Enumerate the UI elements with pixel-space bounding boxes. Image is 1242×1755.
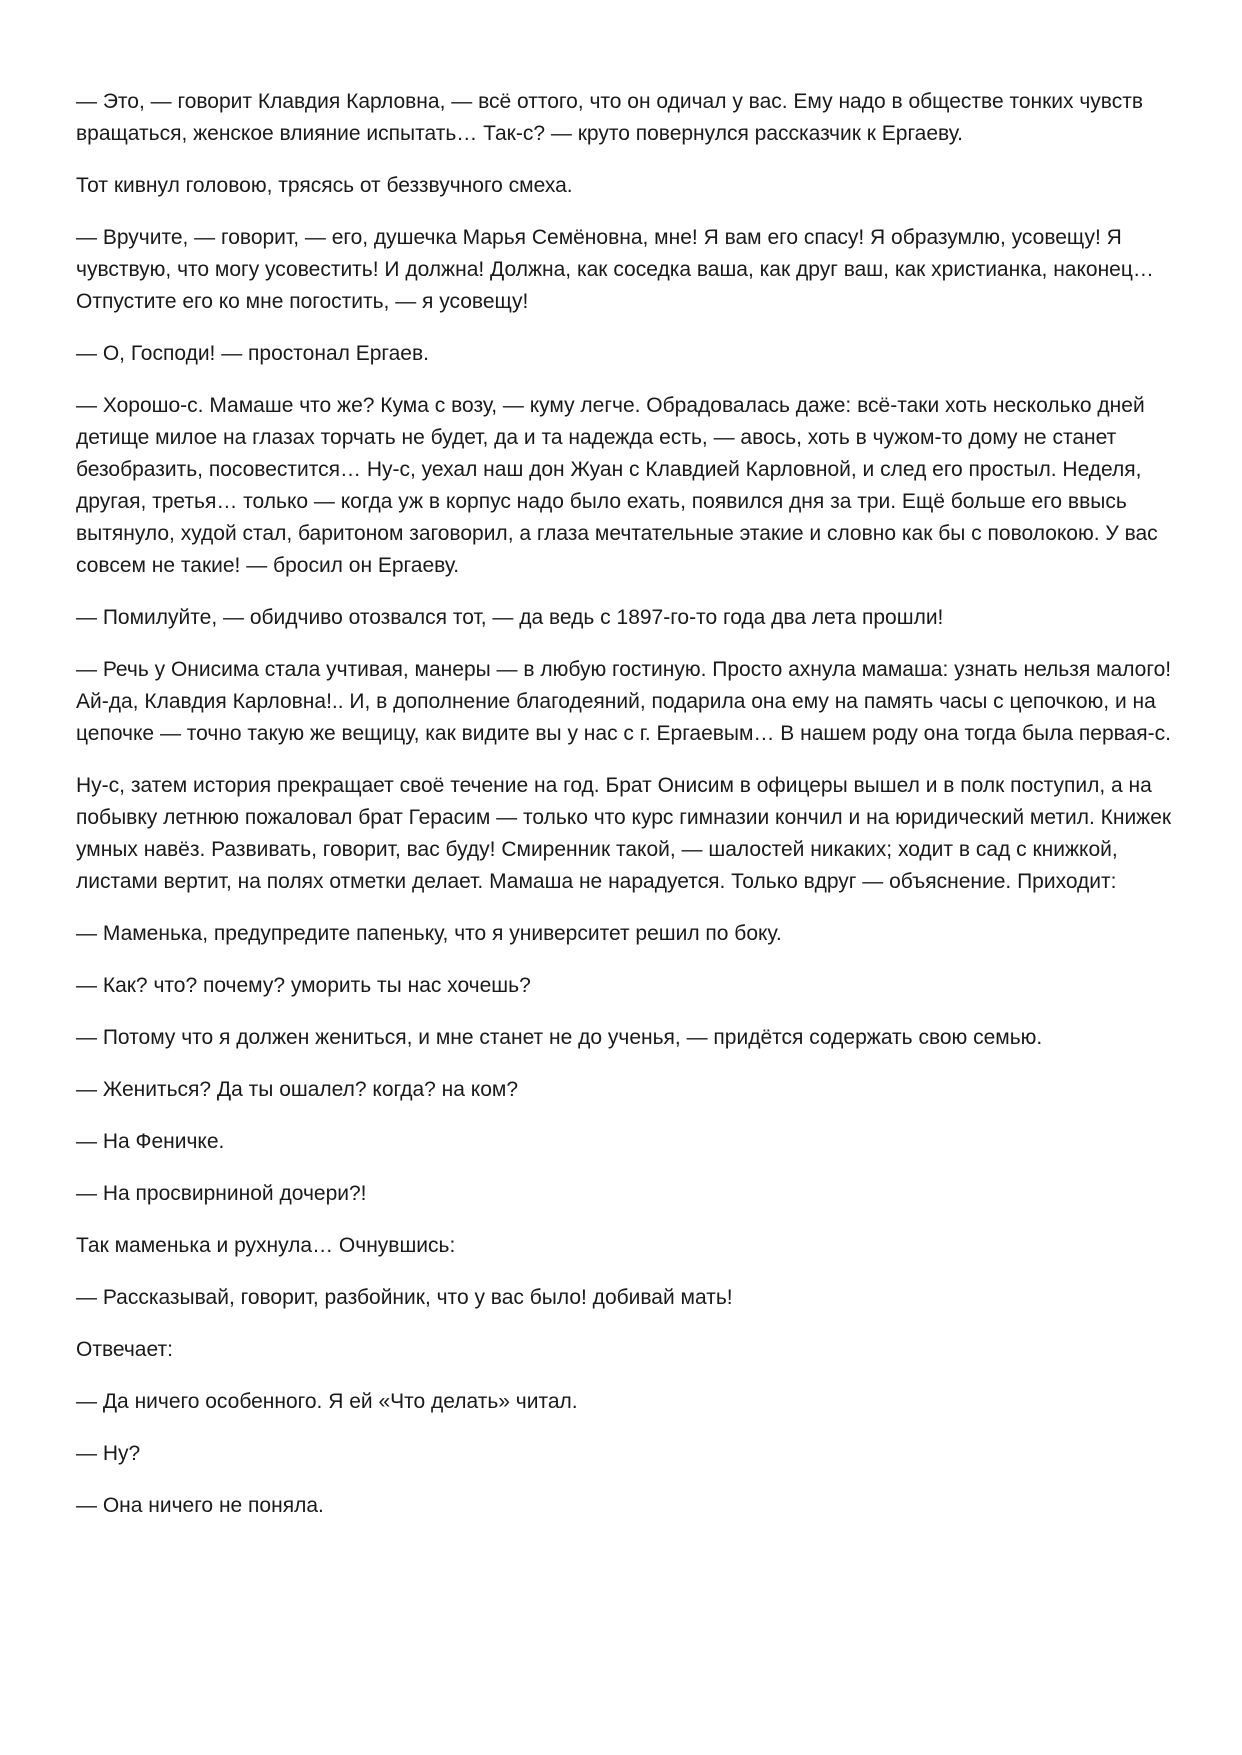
paragraph: — О, Господи! — простонал Ергаев.	[76, 342, 429, 365]
paragraph: — Рассказывай, говорит, разбойник, что у вас было! добивай мать!	[76, 1286, 733, 1309]
paragraph: Отвечает:	[76, 1338, 173, 1361]
paragraph: — Потому что я должен жениться, и мне станет не до ученья, — придётся содержать свою семью.	[76, 1026, 1043, 1049]
document-body	[76, 86, 1176, 1542]
paragraph: — Это, — говорит Клавдия Карловна, — всё оттого, что он одичал у вас. Ему надо в обществе тонких чувств вращаться, женское влияние испытать… Так-с? — круто повернулся рассказчик к Ергаеву.	[76, 90, 1144, 145]
paragraph: — Вручите, — говорит, — его, душечка Марья Семёновна, мне! Я вам его спасу! Я образумлю, усовещу! Я чувствую, что могу усовестить! И должна! Должна, как соседка ваша, как друг ваш, как христианка, наконец… Отпустите его ко мне погостить, — я усовещу!	[76, 226, 1154, 313]
paragraph: — Хорошо-с. Мамаше что же? Кума с возу, — куму легче. Обрадовалась даже: всё-таки хоть несколько дней детище милое на глазах торчать не будет, да и та надежда есть, — авось, хоть в чужом-то дому не станет безобразить, посовестится… Ну-с, уехал наш дон Жуан с Клавдией Карловной, и след его простыл. Неделя, другая, третья… только — когда уж в корпус надо было ехать, появился дня за три. Ещё больше его ввысь вытянуло, худой стал, баритоном заговорил, а глаза мечтательные этакие и словно как бы с поволокою. У вас совсем не такие! — бросил он Ергаеву.	[76, 394, 1158, 577]
paragraph: — На просвирниной дочери?!	[76, 1182, 367, 1205]
paragraph: — Маменька, предупредите папеньку, что я университет решил по боку.	[76, 922, 782, 945]
paragraph: Ну-с, затем история прекращает своё течение на год. Брат Онисим в офицеры вышел и в полк поступил, а на побывку летнюю пожаловал брат Герасим — только что курс гимназии кончил и на юридический метил. Книжек умных навёз. Развивать, говорит, вас буду! Смиренник такой, — шалостей никаких; ходит в сад с книжкой, листами вертит, на полях отметки делает. Мамаша не нарадуется. Только вдруг — объяснение. Приходит:	[76, 774, 1172, 893]
paragraph: — Как? что? почему? уморить ты нас хочешь?	[76, 974, 531, 997]
paragraph: — Помилуйте, — обидчиво отозвался тот, — да ведь с 1897-го-то года два лета прошли!	[76, 606, 944, 629]
paragraph: — Она ничего не поняла.	[76, 1494, 324, 1517]
paragraph: — Ну?	[76, 1442, 141, 1465]
paragraph: — Жениться? Да ты ошалел? когда? на ком?	[76, 1078, 519, 1101]
paragraph: — Речь у Онисима стала учтивая, манеры — в любую гостиную. Просто ахнула мамаша: узнать нельзя малого! Ай-да, Клавдия Карловна!.. И, в дополнение благодеяний, подарила она ему на память часы с цепочкою, и на цепочке — точно такую же вещицу, как видите вы у нас с г. Ергаевым… В нашем роду она тогда была первая-с.	[76, 658, 1172, 745]
paragraph: Так маменька и рухнула… Очнувшись:	[76, 1234, 456, 1257]
paragraph: — Да ничего особенного. Я ей «Что делать» читал.	[76, 1390, 578, 1413]
paragraph: Тот кивнул головою, трясясь от беззвучного смеха.	[76, 174, 573, 197]
paragraph: — На Феничке.	[76, 1130, 225, 1153]
